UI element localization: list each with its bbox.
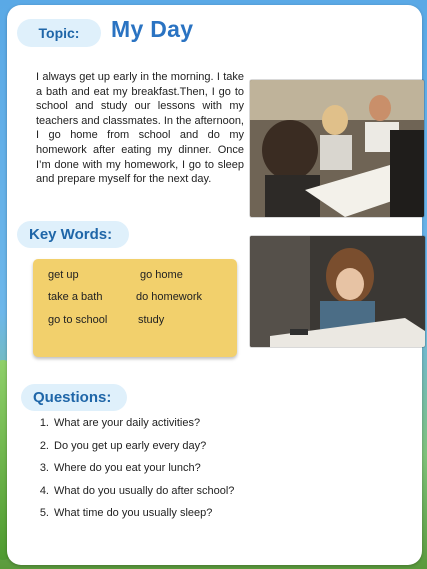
questions-list [37, 417, 367, 530]
key-words-box [33, 259, 237, 357]
question-item [37, 462, 367, 485]
question-text: What time do you usually sleep? [54, 507, 213, 520]
question-number: 5. [39, 507, 49, 520]
key-word: do homework [136, 291, 203, 303]
question-number: 2. [39, 439, 49, 452]
question-item [37, 440, 367, 463]
page-title: My Day [111, 16, 194, 42]
question-text: What do you usually do after school? [54, 484, 235, 497]
key-words-label: Key Words: [17, 221, 129, 248]
key-word: get up [48, 269, 79, 281]
key-word: take a bath [48, 291, 103, 303]
reading-passage: I always get up early in the morning. I take a bath and eat my breakfast.Then, I go to school and study our lessons with my teachers and classmates. In the afternoon, I go home from school and do my homework after eating my dinner. Once I’m done with my homework, I go to sleep and prepare myself for the next day. [36, 71, 244, 186]
question-item [37, 417, 367, 440]
lesson-card [7, 5, 422, 565]
question-text: Do you get up early every day? [54, 439, 207, 452]
questions-label: Questions: [21, 384, 127, 411]
question-item [37, 507, 367, 530]
classroom-photo [250, 80, 424, 217]
key-word: go to school [48, 314, 108, 326]
key-word: study [138, 314, 165, 326]
question-text: Where do you eat your lunch? [54, 462, 201, 475]
key-word: go home [140, 269, 183, 281]
question-number: 3. [39, 462, 49, 475]
question-number: 4. [39, 484, 49, 497]
question-text: What are your daily activities? [54, 417, 201, 429]
student-studying-photo [250, 236, 425, 347]
question-item [37, 485, 367, 508]
question-number: 1. [39, 417, 49, 429]
topic-label: Topic: [17, 19, 101, 47]
